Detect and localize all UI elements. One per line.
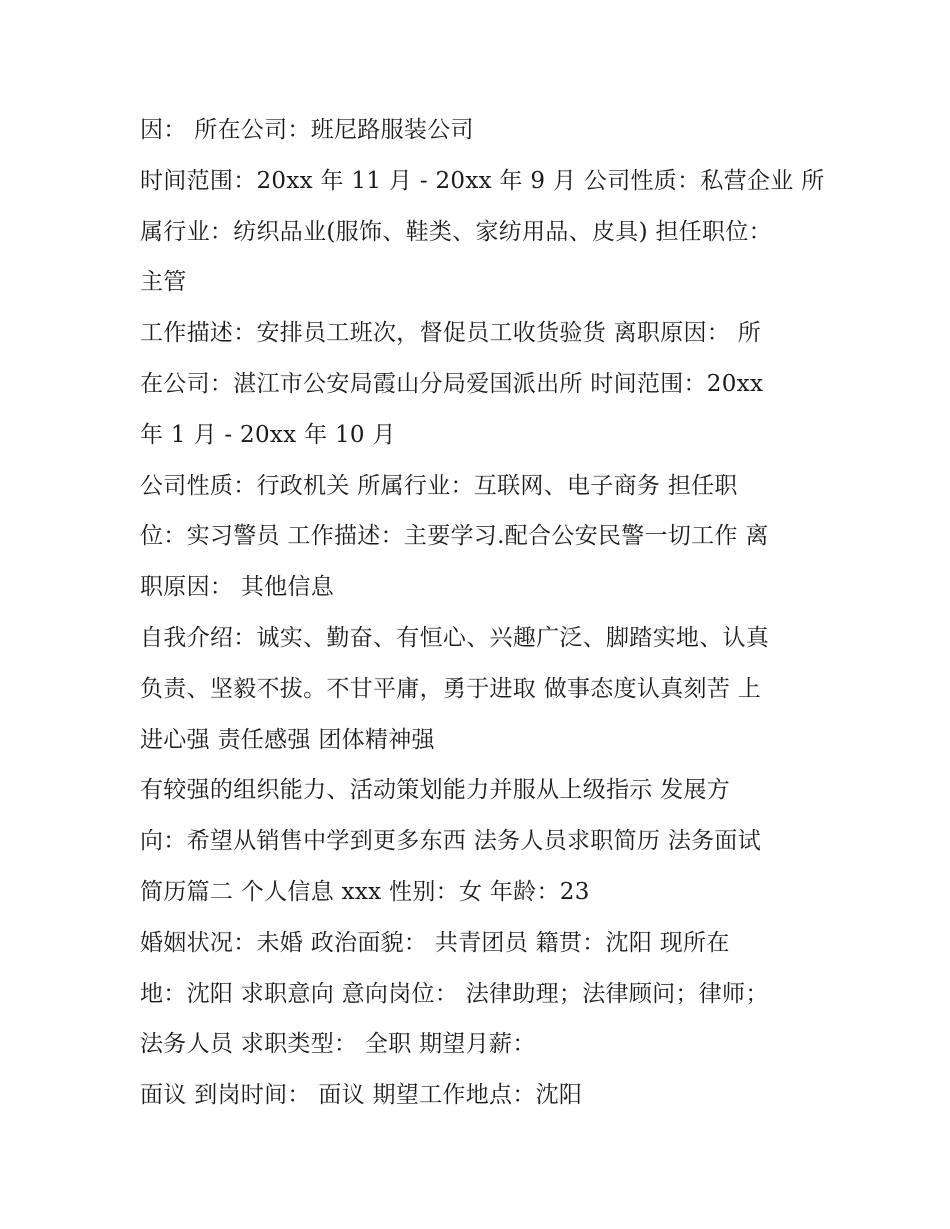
text-line: 向：希望从销售中学到更多东西 法务人员求职简历 法务面试 — [140, 828, 762, 855]
text-line: 负责、坚毅不拔。不甘平庸，勇于进取 做事态度认真刻苦 上 — [140, 675, 762, 702]
text-line: 地：沈阳 求职意向 意向岗位： 法律助理；法律顾问；律师； — [140, 980, 769, 1007]
text-line: 年 1 月 - 20xx 年 10 月 — [140, 421, 396, 448]
text-line: 在公司：湛江市公安局霞山分局爱国派出所 时间范围：20xx — [140, 370, 764, 397]
text-line: 进心强 责任感强 团体精神强 — [140, 726, 435, 753]
text-line: 位：实习警员 工作描述：主要学习.配合公安民警一切工作 离 — [140, 523, 769, 550]
text-line: 婚姻状况：未婚 政治面貌： 共青团员 籍贯：沈阳 现所在 — [140, 929, 730, 956]
text-line: 主管 — [140, 269, 187, 296]
document-body — [140, 105, 830, 1121]
text-line: 因： 所在公司：班尼路服装公司 — [140, 117, 474, 143]
text-line: 有较强的组织能力、活动策划能力并服从上级指示 发展方 — [140, 777, 731, 804]
text-line: 法务人员 求职类型： 全职 期望月薪： — [140, 1031, 536, 1058]
text-line: 时间范围：20xx 年 11 月 - 20xx 年 9 月 公司性质：私营企业 所 — [140, 167, 825, 194]
text-line: 职原因： 其他信息 — [140, 574, 335, 601]
text-line: 面议 到岗时间： 面议 期望工作地点：沈阳 — [140, 1082, 583, 1109]
text-line: 简历篇二 个人信息 xxx 性别：女 年龄：23 — [140, 878, 590, 905]
text-line: 工作描述：安排员工班次，督促员工收货验货 离职原因： 所 — [140, 320, 762, 347]
text-line: 公司性质：行政机关 所属行业：互联网、电子商务 担任职 — [140, 472, 738, 499]
text-line: 自我介绍：诚实、勤奋、有恒心、兴趣广泛、脚踏实地、认真 — [140, 624, 770, 651]
text-line: 属行业：纺织品业(服饰、鞋类、家纺用品、皮具) 担任职位： — [140, 218, 772, 245]
